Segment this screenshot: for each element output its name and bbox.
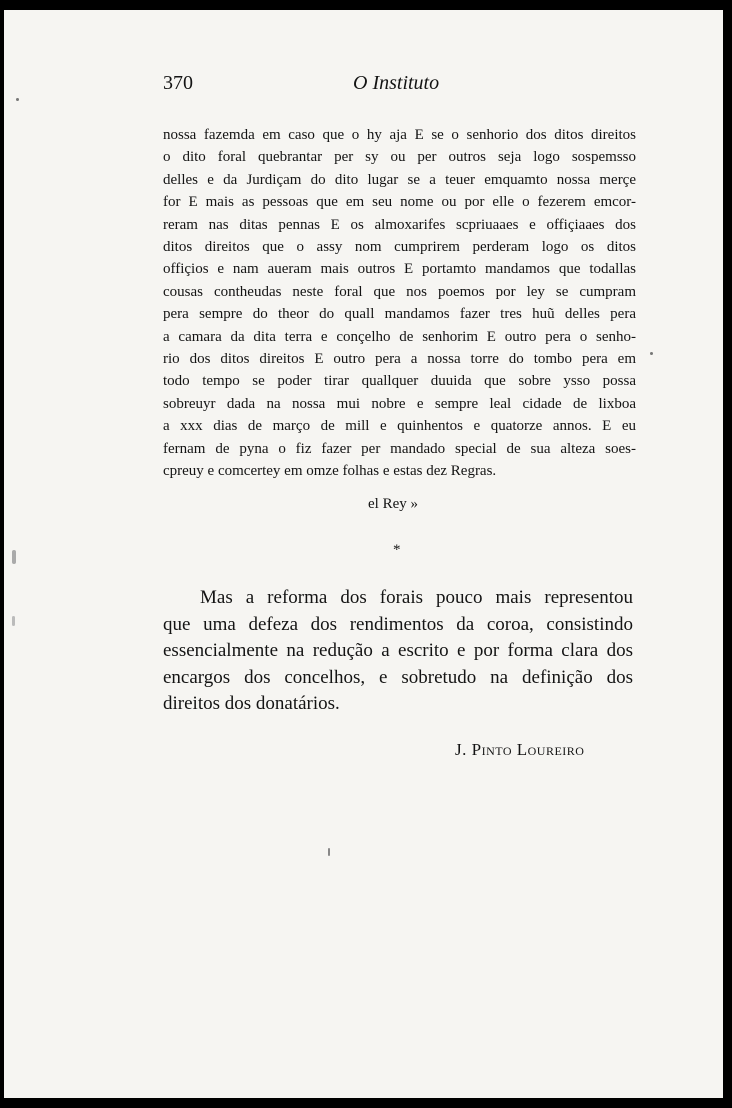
scan-border-top	[0, 0, 732, 10]
page-number: 370	[163, 72, 193, 94]
author-signature: J. Pinto Loureiro	[455, 740, 585, 759]
section-separator: *	[393, 542, 401, 558]
scan-border-bottom	[0, 1098, 732, 1108]
document-line: o dito foral quebrantar per sy ou per outros seja logo sospemsso	[163, 149, 636, 166]
document-line: for E mais as pessoas que em seu nome ou por elle o fezerem emcor-	[163, 194, 636, 211]
paragraph-line: Mas a reforma dos forais pouco mais representou	[200, 587, 633, 608]
document-line: a xxx dias de março de mill e quinhentos e quatorze annos. E eu	[163, 418, 636, 435]
document-signature: el Rey »	[368, 496, 418, 512]
paragraph-line: essencialmente na redução a escrito e por forma clara dos	[163, 640, 633, 661]
document-line: rio dos ditos direitos E outro pera a nossa torre do tombo pera em	[163, 351, 636, 368]
document-line: pera sempre do theor do quall mandamos fazer tres huũ delles pera	[163, 306, 636, 323]
scan-speck	[16, 98, 19, 101]
running-title: O Instituto	[353, 72, 440, 94]
document-line: fernam de pyna o fiz fazer per mandado special de sua alteza soes-	[163, 440, 636, 457]
document-line: delles e da Jurdiçam do dito lugar se a teuer emquamto nossa merçe	[163, 171, 636, 188]
scan-speck	[328, 848, 330, 856]
document-line: cousas contheudas neste foral que nos poemos por ley se cumpram	[163, 283, 636, 300]
paragraph-line: encargos dos concelhos, e sobretudo na definição dos	[163, 666, 633, 688]
document-line: ditos direitos que o assy nom cumprirem perderam logo os ditos	[163, 239, 636, 256]
document-line: a camara da dita terra e conçelho de senhorim E outro pera o senho-	[163, 328, 636, 345]
scan-speck	[12, 616, 15, 626]
body-paragraph	[163, 585, 633, 718]
document-line: nossa fazemda em caso que o hy aja E se o senhorio dos ditos direitos	[163, 127, 636, 143]
quoted-document	[163, 124, 636, 483]
page-header	[163, 72, 633, 102]
document-line: offiçios e nam aueram mais outros E portamto mandamos que todallas	[163, 261, 636, 278]
paragraph-line: direitos dos donatários.	[163, 693, 340, 714]
paragraph-line: que uma defeza dos rendimentos da coroa, consistindo	[163, 613, 633, 635]
document-line: todo tempo se poder tirar quallquer duuida que sobre ysso possa	[163, 373, 636, 390]
scan-border-left	[0, 0, 4, 1108]
scan-speck	[12, 550, 16, 564]
document-line: reram nas ditas pennas E os almoxarifes scpriuaaes e offiçiaaes dos	[163, 216, 636, 233]
scan-border-right	[723, 0, 732, 1108]
document-line: sobreuyr dada na nossa mui nobre e sempre leal cidade de lixboa	[163, 395, 636, 412]
scan-speck	[650, 352, 653, 355]
document-line: cpreuy e comcertey em omze folhas e estas dez Regras.	[163, 463, 497, 480]
